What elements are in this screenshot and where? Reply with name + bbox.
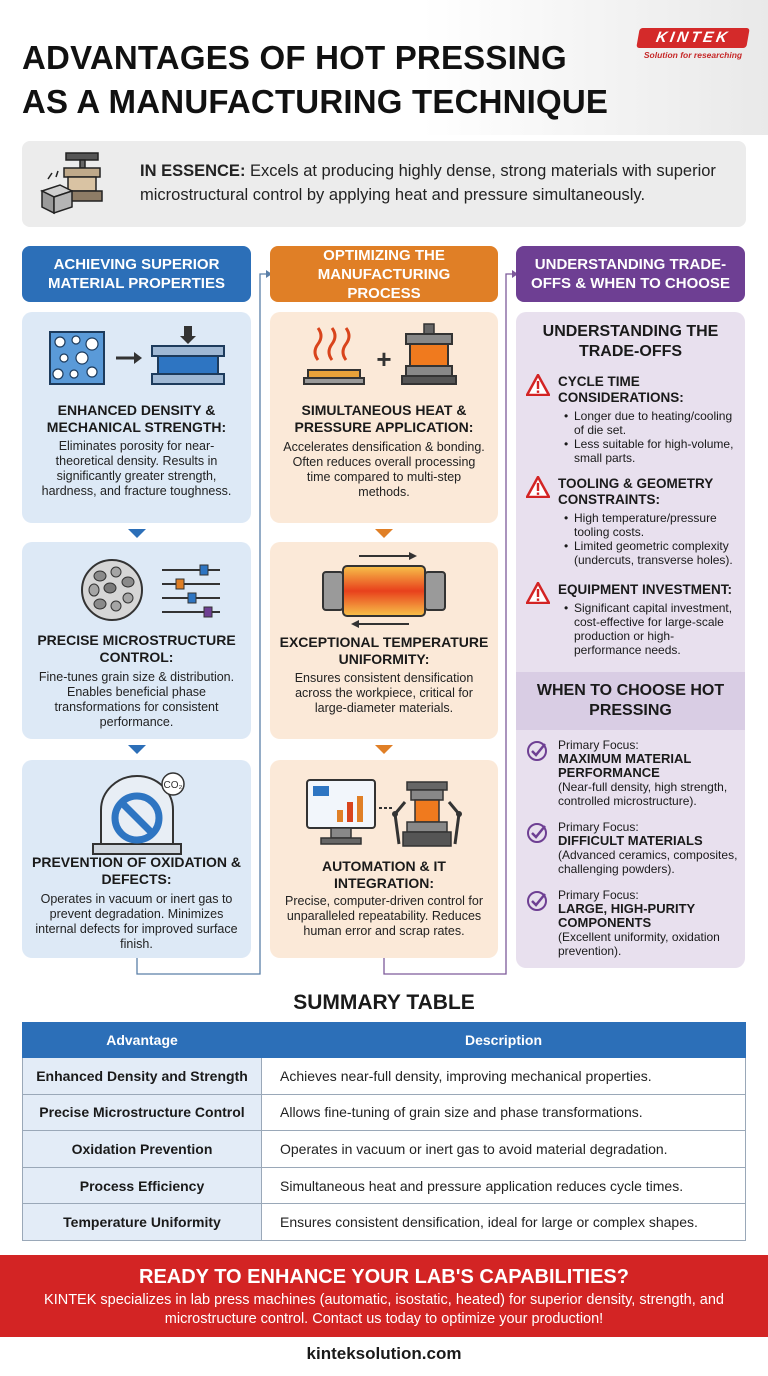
warning-icon <box>526 374 550 396</box>
table-cell-advantage: Precise Microstructure Control <box>23 1094 262 1131</box>
tradeoff-cycle-time <box>526 374 737 465</box>
card-oxidation <box>22 760 251 958</box>
focus-detail: (Excellent uniformity, oxidation prevention). <box>558 930 720 958</box>
card-heat-pressure <box>270 312 498 523</box>
table-header: Description <box>262 1023 746 1058</box>
svg-text:+: + <box>376 344 392 374</box>
card-desc: Accelerates densification & bonding. Often reduces overall processing time compared to multi-step methods. <box>283 440 485 499</box>
table-cell-description: Achieves near-full density, improving mechanical properties. <box>262 1058 746 1095</box>
tradeoffs-panel <box>516 312 745 968</box>
column-heading-tradeoffs: UNDERSTANDING TRADE-OFFS & WHEN TO CHOOSE <box>516 246 745 302</box>
focus-label: Primary Focus: <box>558 738 639 752</box>
check-circle-icon <box>526 822 548 844</box>
table-row <box>23 1058 746 1095</box>
card-desc: Fine-tunes grain size & distribution. Enables beneficial phase transformations for consistent performance. <box>38 670 235 729</box>
focus-detail: (Near-full density, high strength, controlled microstructure). <box>558 780 728 808</box>
summary-table <box>22 1022 746 1241</box>
focus-item <box>526 820 739 876</box>
essence-box <box>22 141 746 227</box>
cta-banner[interactable] <box>0 1255 768 1337</box>
table-cell-advantage: Oxidation Prevention <box>23 1131 262 1168</box>
table-cell-description: Simultaneous heat and pressure application reduces cycle times. <box>262 1167 746 1204</box>
check-circle-icon <box>526 890 548 912</box>
when-to-choose-title: WHEN TO CHOOSE HOT PRESSING <box>516 672 745 730</box>
card-desc: Precise, computer-driven control for unparalleled repeatability. Reduces human error and scrap rates. <box>285 894 483 938</box>
table-cell-description: Ensures consistent densification, ideal for large or complex shapes. <box>262 1204 746 1241</box>
focus-value: MAXIMUM MATERIAL PERFORMANCE <box>558 751 692 780</box>
table-row <box>23 1204 746 1241</box>
tradeoff-bullet: • Limited geometric complexity (undercuts, transverse holes). <box>566 539 737 567</box>
logo-brand: KINTEK <box>636 28 750 48</box>
tradeoff-bullet: • Significant capital investment, cost-effective for large-scale production or high-performance needs. <box>566 601 737 657</box>
cta-title: READY TO ENHANCE YOUR LAB'S CAPABILITIES? <box>139 1266 629 1288</box>
card-density-strength <box>22 312 251 523</box>
focus-value: DIFFICULT MATERIALS <box>558 833 703 848</box>
card-temperature <box>270 542 498 739</box>
card-title: SIMULTANEOUS HEAT & PRESSURE APPLICATION: <box>294 402 474 435</box>
card-title: EXCEPTIONAL TEMPERATURE UNIFORMITY: <box>279 634 489 667</box>
card-automation <box>270 760 498 958</box>
porous-to-dense-icon <box>22 322 251 394</box>
warning-icon <box>526 476 550 498</box>
table-cell-description: Operates in vacuum or inert gas to avoid material degradation. <box>262 1131 746 1168</box>
header <box>0 0 768 135</box>
card-microstructure <box>22 542 251 739</box>
focus-detail: (Advanced ceramics, composites, challenging powders). <box>558 848 738 876</box>
down-arrow-icon <box>128 529 146 538</box>
cta-text: KINTEK specializes in lab press machines (automatic, isostatic, heated) for superior density, strength, and microstructure control. Contact us today to optimize your production! <box>44 1292 724 1327</box>
table-header-row <box>23 1023 746 1058</box>
heated-cylinder-icon <box>270 548 498 632</box>
computer-robot-icon <box>270 774 498 854</box>
heat-plus-press-icon <box>270 322 498 394</box>
tradeoff-title: EQUIPMENT INVESTMENT: <box>558 582 733 597</box>
table-header: Advantage <box>23 1023 262 1058</box>
hot-press-icon <box>38 151 114 217</box>
co2-label: CO₂ <box>163 780 182 791</box>
tradeoff-title: CYCLE TIME CONSIDERATIONS: <box>558 374 684 405</box>
check-circle-icon <box>526 740 548 762</box>
logo-tagline: Solution for researching <box>643 50 743 60</box>
tradeoffs-title: UNDERSTANDING THE TRADE-OFFS <box>542 323 719 360</box>
tradeoff-equipment <box>526 582 737 657</box>
warning-icon <box>526 582 550 604</box>
essence-text: Excels at producing highly dense, strong materials with superior microstructural control by applying heat and pressure simultaneously. <box>140 162 716 204</box>
table-cell-advantage: Process Efficiency <box>23 1167 262 1204</box>
summary-title: SUMMARY TABLE <box>293 991 475 1014</box>
focus-label: Primary Focus: <box>558 820 639 834</box>
tradeoff-bullet: • High temperature/pressure tooling costs. <box>566 511 737 539</box>
card-desc: Operates in vacuum or inert gas to prevent degradation. Minimizes internal defects for improved surface finish. <box>35 892 238 951</box>
column-heading-process: OPTIMIZING THE MANUFACTURING PROCESS <box>270 246 498 302</box>
card-title: ENHANCED DENSITY & MECHANICAL STRENGTH: <box>46 402 227 435</box>
vacuum-chamber-icon <box>22 770 251 860</box>
kintek-logo[interactable] <box>638 28 748 60</box>
focus-item <box>526 888 739 958</box>
card-desc: Ensures consistent densification across the workpiece, critical for large-diameter materials. <box>294 671 474 715</box>
down-arrow-icon <box>375 745 393 754</box>
table-cell-advantage: Enhanced Density and Strength <box>23 1058 262 1095</box>
tradeoff-bullet: • Less suitable for high-volume, small parts. <box>566 437 737 465</box>
essence-label: IN ESSENCE: <box>140 162 246 180</box>
table-row <box>23 1131 746 1168</box>
table-cell-description: Allows fine-tuning of grain size and phase transformations. <box>262 1094 746 1131</box>
table-cell-advantage: Temperature Uniformity <box>23 1204 262 1241</box>
tradeoff-tooling <box>526 476 737 567</box>
page-title: ADVANTAGES OF HOT PRESSING AS A MANUFACTURING TECHNIQUE <box>22 39 609 120</box>
card-desc: Eliminates porosity for near-theoretical density. Results in significantly greater strength, hardness, and fracture toughness. <box>41 439 232 498</box>
table-row <box>23 1167 746 1204</box>
tradeoff-title: TOOLING & GEOMETRY CONSTRAINTS: <box>558 476 714 507</box>
column-heading-material: ACHIEVING SUPERIOR MATERIAL PROPERTIES <box>22 246 251 302</box>
card-title: AUTOMATION & IT INTEGRATION: <box>322 858 446 891</box>
card-title: PREVENTION OF OXIDATION & DEFECTS: <box>32 854 241 887</box>
focus-value: LARGE, HIGH-PURITY COMPONENTS <box>558 901 695 930</box>
grain-structure-icon <box>22 552 251 624</box>
card-title: PRECISE MICROSTRUCTURE CONTROL: <box>37 632 236 665</box>
focus-item <box>526 738 739 808</box>
footer-url-link[interactable]: kinteksolution.com <box>306 1344 462 1363</box>
down-arrow-icon <box>128 745 146 754</box>
down-arrow-icon <box>375 529 393 538</box>
table-row <box>23 1094 746 1131</box>
tradeoff-bullet: • Longer due to heating/cooling of die set. <box>566 409 737 437</box>
focus-label: Primary Focus: <box>558 888 639 902</box>
